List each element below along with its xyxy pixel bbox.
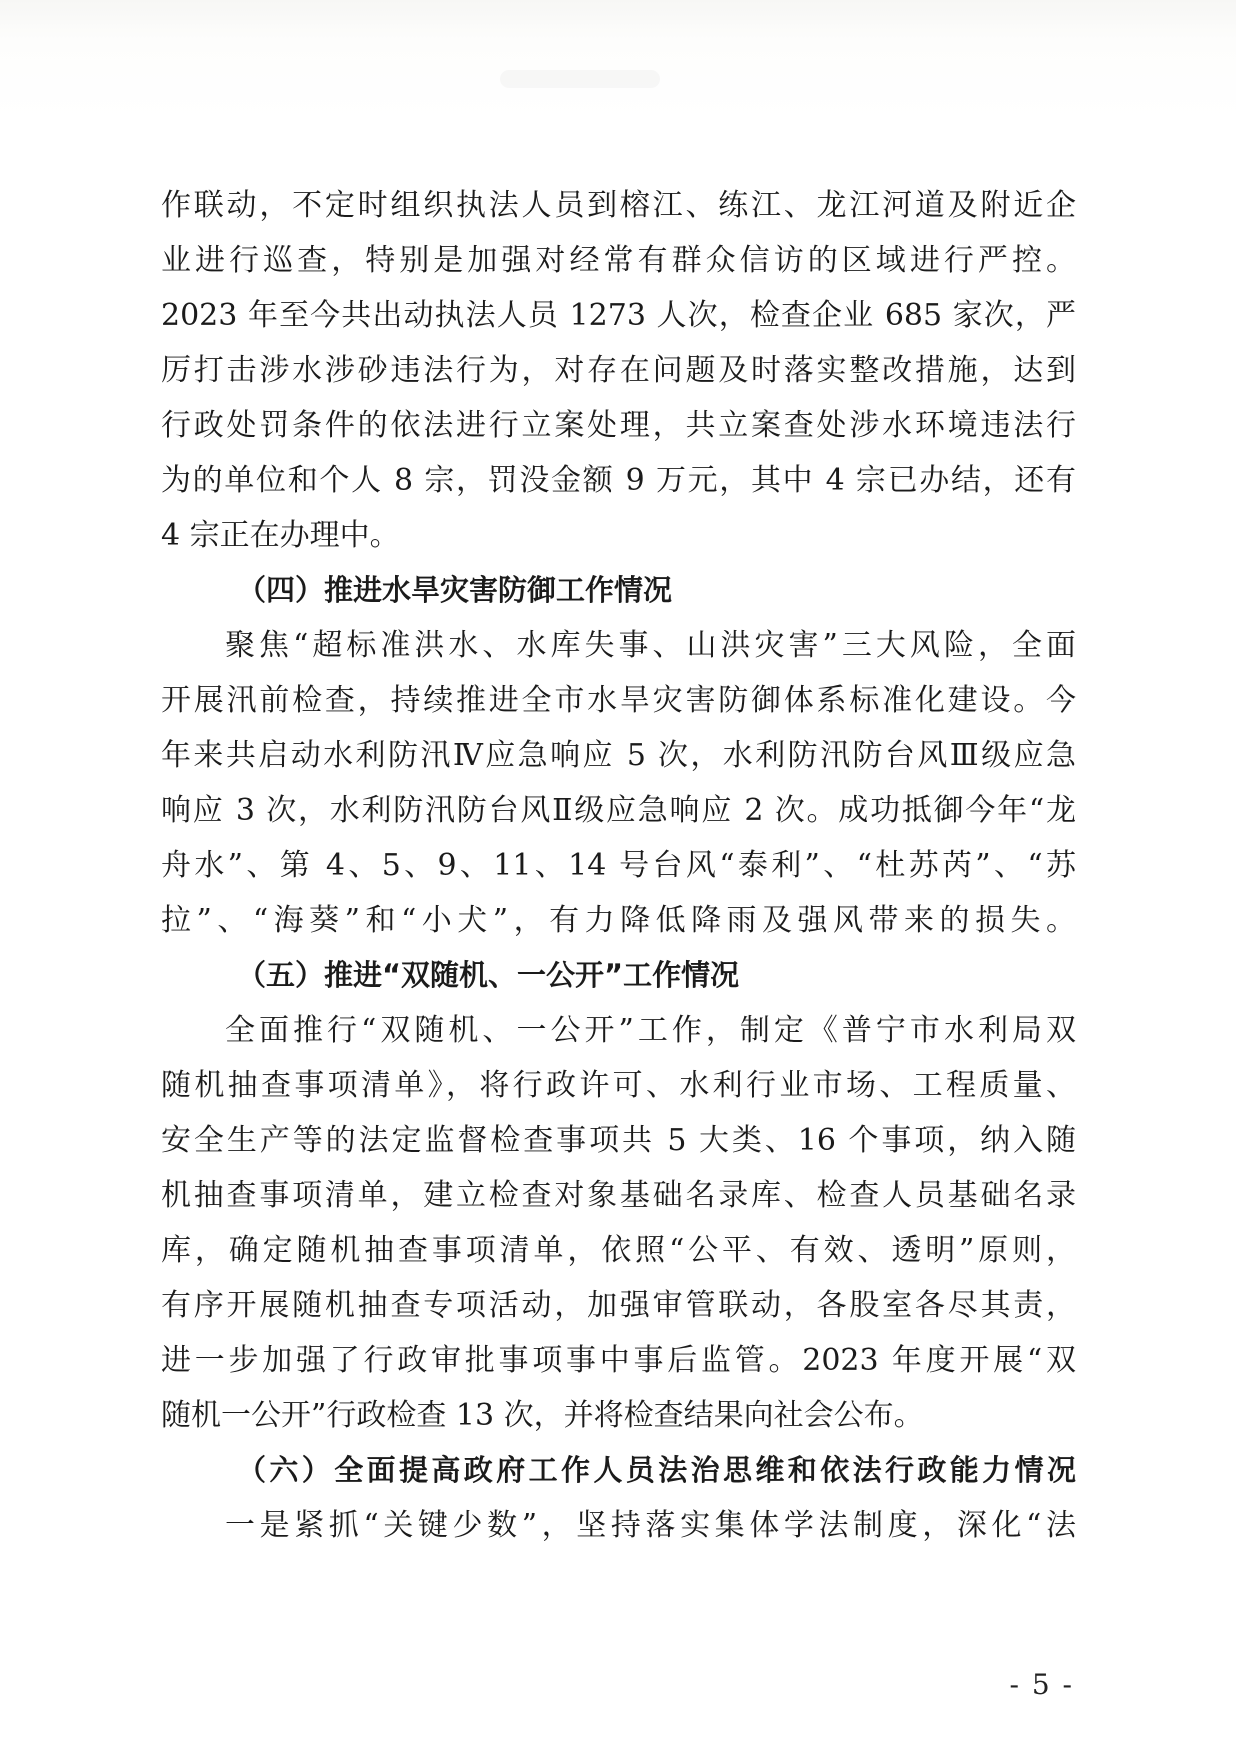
document-body [161, 178, 1076, 1553]
paragraph-continued [161, 178, 1076, 563]
text-line: 业进行巡查，特别是加强对经常有群众信访的区域进行严控。 [161, 243, 1076, 278]
text-line: 2023 年至今共出动执法人员 1273 人次，检查企业 685 家次，严 [161, 298, 1076, 333]
text-line: 聚焦“超标准洪水、水库失事、山洪灾害”三大风险，全面 [225, 628, 1076, 663]
section-heading-6: （六）全面提高政府工作人员法治思维和依法行政能力情况 [237, 1453, 1076, 1487]
section-heading-4: （四）推进水旱灾害防御工作情况 [237, 573, 673, 607]
text-line: 进一步加强了行政审批事项事中事后监管。2023 年度开展“双 [161, 1343, 1076, 1378]
text-line: 全面推行“双随机、一公开”工作，制定《普宁市水利局双 [225, 1013, 1076, 1048]
text-line: 安全生产等的法定监督检查事项共 5 大类、16 个事项，纳入随 [161, 1123, 1076, 1158]
text-line: 随机抽查事项清单》，将行政许可、水利行业市场、工程质量、 [161, 1068, 1076, 1103]
text-line: 一是紧抓“关键少数”，坚持落实集体学法制度，深化“法 [225, 1508, 1076, 1543]
text-line: 响应 3 次，水利防汛防台风Ⅱ级应急响应 2 次。成功抵御今年“龙 [161, 793, 1076, 828]
paragraph-rule-of-law [161, 1498, 1076, 1553]
section-heading-5: （五）推进“双随机、一公开”工作情况 [237, 958, 740, 992]
text-line: 行政处罚条件的依法进行立案处理，共立案查处涉水环境违法行 [161, 408, 1076, 443]
text-line: 库，确定随机抽查事项清单，依照“公平、有效、透明”原则， [161, 1233, 1076, 1268]
page-number: - 5 - [1009, 1668, 1074, 1701]
text-line: 有序开展随机抽查专项活动，加强审管联动，各股室各尽其责， [161, 1288, 1076, 1323]
text-line: 随机一公开”行政检查 13 次，并将检查结果向社会公布。 [161, 1398, 924, 1433]
text-line: 为的单位和个人 8 宗，罚没金额 9 万元，其中 4 宗已办结，还有 [161, 463, 1076, 498]
text-line: 拉”、“海葵”和“小犬”，有力降低降雨及强风带来的损失。 [161, 903, 1076, 938]
scan-artifact [500, 70, 660, 88]
paragraph-double-random [161, 1003, 1076, 1443]
text-line: 舟水”、第 4、5、9、11、14 号台风“泰利”、“杜苏芮”、“苏 [161, 848, 1076, 883]
text-line: 4 宗正在办理中。 [161, 518, 400, 553]
text-line: 机抽查事项清单，建立检查对象基础名录库、检查人员基础名录 [161, 1178, 1076, 1213]
text-line: 开展汛前检查，持续推进全市水旱灾害防御体系标准化建设。今 [161, 683, 1076, 718]
text-line: 厉打击涉水涉砂违法行为，对存在问题及时落实整改措施，达到 [161, 353, 1076, 388]
text-line: 作联动，不定时组织执法人员到榕江、练江、龙江河道及附近企 [161, 188, 1076, 223]
paragraph-flood-defense [161, 618, 1076, 948]
text-line: 年来共启动水利防汛Ⅳ应急响应 5 次，水利防汛防台风Ⅲ级应急 [161, 738, 1076, 773]
